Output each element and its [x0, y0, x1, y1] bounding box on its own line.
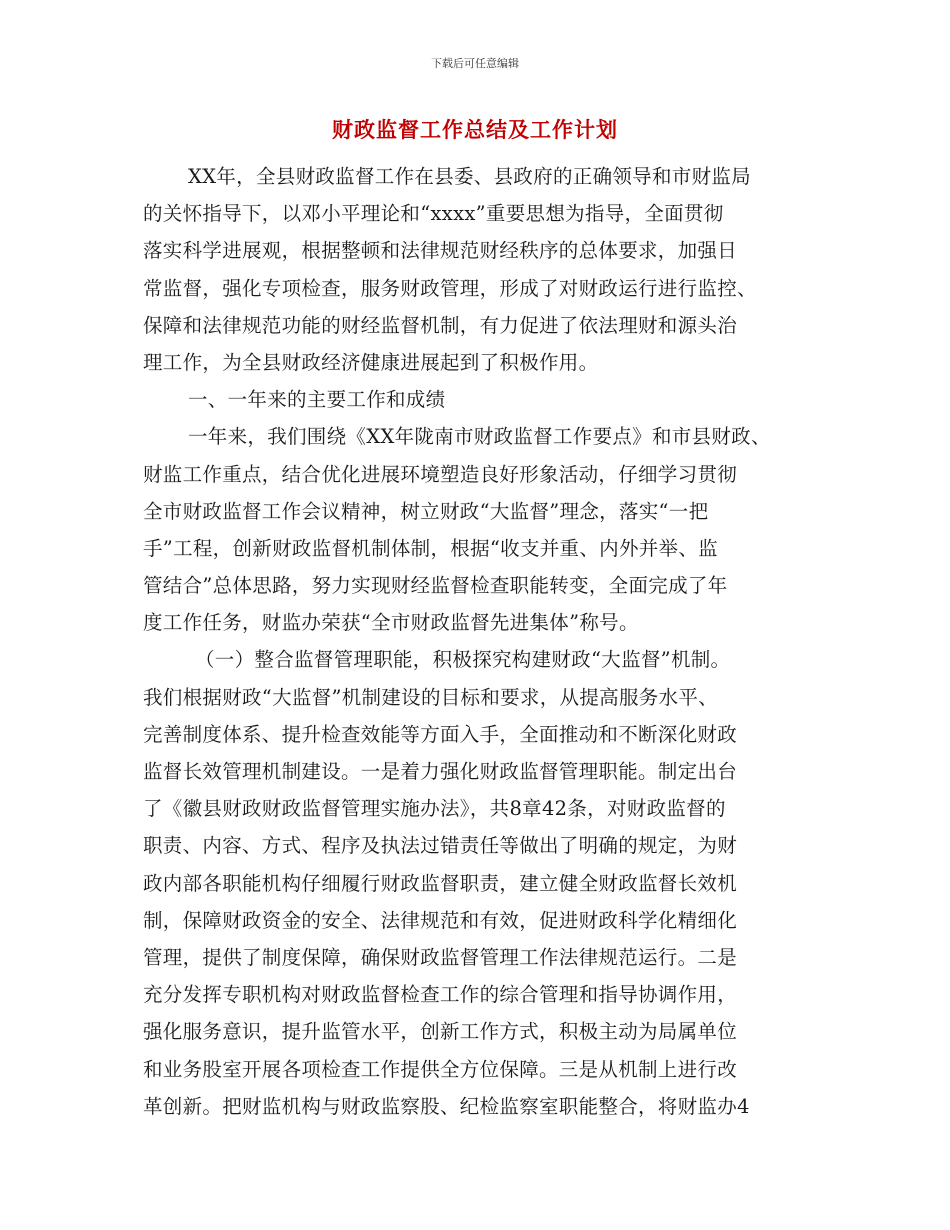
body-line: 完善制度体系、提升检查效能等方面入手，全面推动和不断深化财政: [143, 722, 738, 746]
body-line: 度工作任务，财监办荣获“全市财政监督先进集体”称号。: [143, 611, 639, 635]
body-line: 革创新。把财监机构与财政监察股、纪检监察室职能整合，将财监办4: [143, 1094, 750, 1118]
body-line: 和业务股室开展各项检查工作提供全方位保障。三是从机制上进行改: [143, 1057, 738, 1081]
body-line: 政内部各职能机构仔细履行财政监督职责，建立健全财政监督长效机: [143, 871, 738, 895]
document-body: [143, 158, 823, 1125]
body-line: 制，保障财政资金的安全、法律规范和有效，促进财政科学化精细化: [143, 908, 738, 932]
section-heading: 一、一年来的主要工作和成绩: [188, 388, 446, 412]
body-line: XX年，全县财政监督工作在县委、县政府的正确领导和市财监局: [188, 165, 751, 188]
body-line: 保障和法律规范功能的财经监督机制，有力促进了依法理财和源头治: [143, 313, 738, 337]
body-line: 管结合”总体思路，努力实现财经监督检查职能转变，全面完成了年: [143, 574, 728, 598]
body-line: 理工作，为全县财政经济健康进展起到了积极作用。: [143, 350, 599, 374]
body-line: 财监工作重点，结合优化进展环境塑造良好形象活动，仔细学习贯彻: [143, 462, 738, 486]
body-line: 的关怀指导下，以邓小平理论和“xxxx”重要思想为指导，全面贯彻: [143, 202, 724, 226]
body-line: 监督长效管理机制建设。一是着力强化财政监督管理职能。制定出台: [143, 760, 738, 783]
body-line: 了《徽县财政财政监督管理实施办法》，共8章42条，对财政监督的: [143, 797, 726, 821]
body-line: 一年来，我们围绕《XX年陇南市财政监督工作要点》和市县财政、: [188, 425, 771, 449]
body-line: 职责、内容、方式、程序及执法过错责任等做出了明确的规定，为财: [143, 834, 738, 858]
body-line: 强化服务意识，提升监管水平，创新工作方式，积极主动为局属单位: [143, 1020, 738, 1044]
body-line: 充分发挥专职机构对财政监督检查工作的综合管理和指导协调作用，: [143, 983, 738, 1007]
body-line: 全市财政监督工作会议精神，树立财政“大监督”理念，落实“一把: [143, 499, 709, 523]
body-line: 手”工程，创新财政监督机制体制，根据“收支并重、内外并举、监: [143, 536, 718, 560]
body-line: 落实科学进展观，根据整顿和法律规范财经秩序的总体要求，加强日: [143, 239, 738, 263]
subsection-heading: （一）整合监督管理职能，积极探究构建财政“大监督”机制。: [195, 648, 731, 672]
header-note: 下载后可任意编辑: [431, 57, 519, 70]
document-title: 财政监督工作总结及工作计划: [332, 118, 618, 142]
body-line: 管理，提供了制度保障，确保财政监督管理工作法律规范运行。二是: [143, 945, 738, 969]
body-line: 常监督，强化专项检查，服务财政管理，形成了对财政运行进行监控、: [143, 276, 757, 300]
body-line: 我们根据财政“大监督”机制建设的目标和要求，从提高服务水平、: [143, 685, 718, 709]
